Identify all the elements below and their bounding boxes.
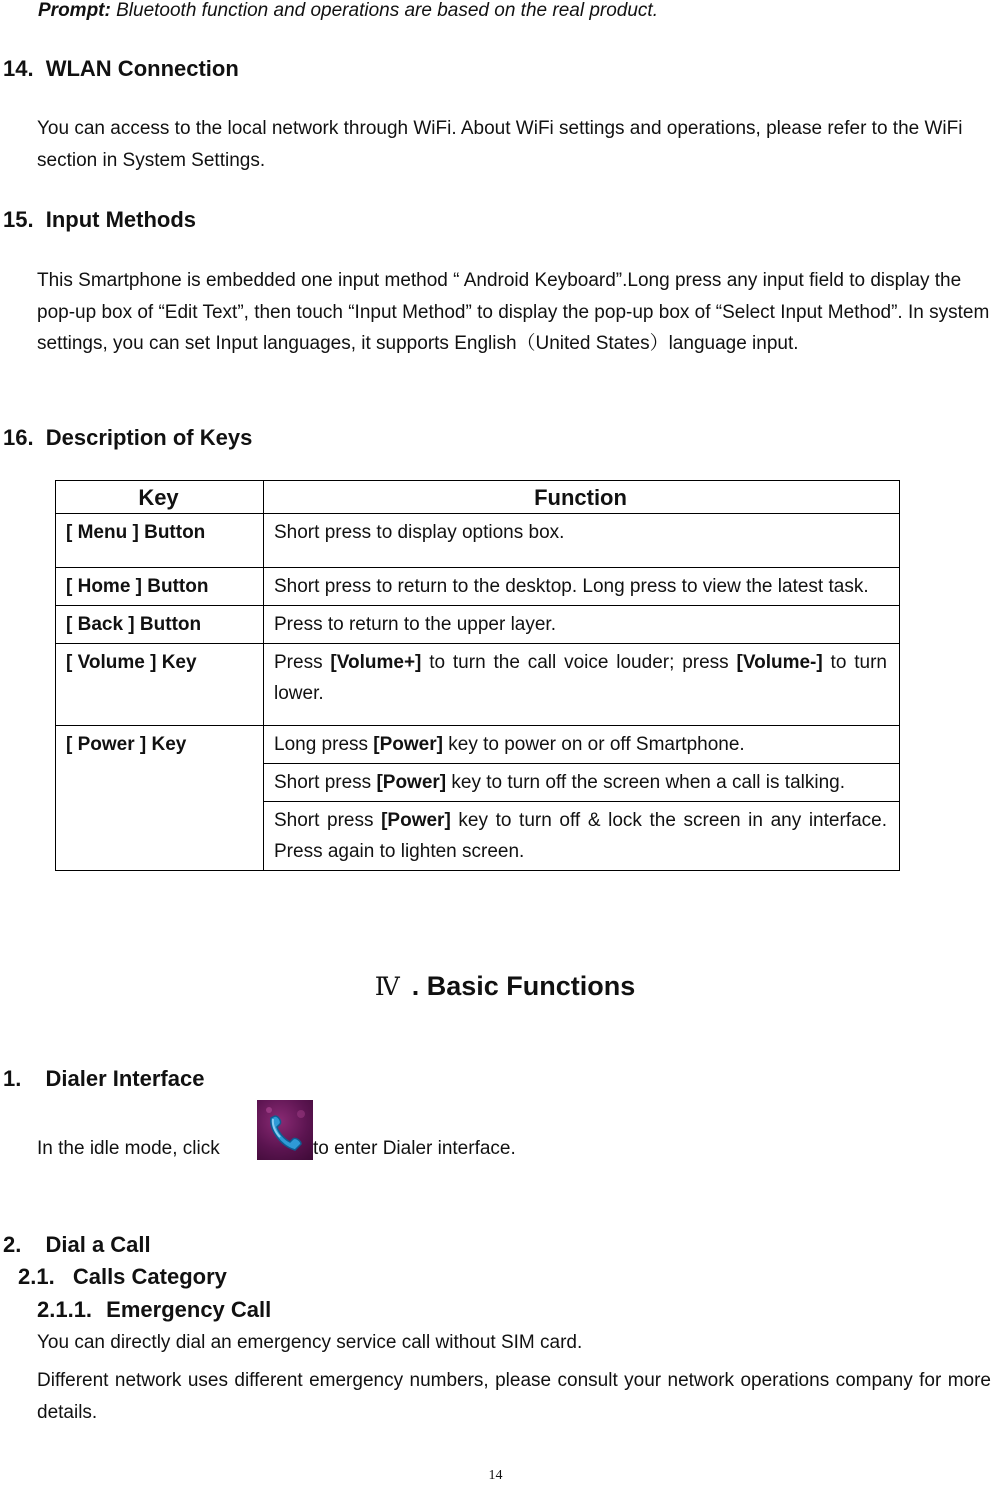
table-row bbox=[56, 606, 900, 644]
prompt-text: Bluetooth function and operations are based on the real product. bbox=[110, 0, 658, 21]
keys-table bbox=[55, 480, 900, 871]
key-cell: [ Menu ] Button bbox=[56, 514, 264, 568]
subsubsection-number: 2.1.1. bbox=[37, 1297, 93, 1322]
subsubsection-title: Emergency Call bbox=[106, 1297, 272, 1322]
input-paragraph: This Smartphone is embedded one input method “ Android Keyboard”.Long press any input field to display the pop-up box of “Edit Text”, then touch “Input Method” to display the pop-up box of “Select Input Method”. In system settings, you can set Input languages, it supports English（United States）language input. bbox=[37, 270, 990, 354]
subsection-title: Calls Category bbox=[72, 1264, 227, 1289]
section-heading-dial-call bbox=[3, 1232, 151, 1258]
section-heading-input bbox=[3, 207, 196, 233]
subsection-number: 2.1. bbox=[18, 1264, 55, 1289]
section-heading-dialer bbox=[3, 1066, 204, 1092]
page-number: 14 bbox=[488, 1468, 503, 1483]
function-text: to turn lower. bbox=[274, 652, 887, 704]
section-number: 2. bbox=[3, 1232, 22, 1257]
table-header-key: Key bbox=[56, 481, 264, 514]
function-key-label: [Volume+] bbox=[330, 652, 422, 673]
function-cell bbox=[264, 726, 900, 764]
chapter-roman-numeral: Ⅳ bbox=[374, 972, 400, 1001]
emergency-paragraph-2: Different network uses different emergency numbers, please consult your network operations company for more details. bbox=[37, 1370, 991, 1423]
subsection-heading-calls-category bbox=[18, 1264, 227, 1290]
prompt-label: Prompt: bbox=[38, 0, 111, 21]
subsubsection-heading-emergency bbox=[37, 1297, 271, 1323]
function-key-label: [Power] bbox=[373, 734, 443, 755]
key-cell: [ Power ] Key bbox=[56, 726, 264, 871]
emergency-paragraph-1: You can directly dial an emergency service call without SIM card. bbox=[37, 1332, 583, 1353]
table-row bbox=[56, 644, 900, 726]
section-title: Dial a Call bbox=[45, 1232, 151, 1257]
function-cell: Press to return to the upper layer. bbox=[264, 606, 900, 644]
function-text: key to turn off & lock the screen in any interface. Press again to lighten screen. bbox=[274, 810, 887, 862]
function-cell bbox=[264, 644, 900, 726]
section-title: WLAN Connection bbox=[45, 56, 239, 81]
function-text: key to turn off the screen when a call is talking. bbox=[446, 772, 845, 793]
function-text: Press bbox=[274, 652, 331, 673]
key-cell: [ Back ] Button bbox=[56, 606, 264, 644]
phone-app-icon[interactable] bbox=[257, 1100, 313, 1160]
function-cell bbox=[264, 764, 900, 802]
function-key-label: [Power] bbox=[376, 772, 447, 793]
function-text: Short press bbox=[274, 772, 377, 793]
dialer-text-before: In the idle mode, click bbox=[37, 1138, 220, 1159]
wlan-paragraph: You can access to the local network through WiFi. About WiFi settings and operations, please refer to the WiFi section in System Settings. bbox=[37, 118, 963, 171]
section-heading-keys bbox=[3, 425, 252, 451]
table-row bbox=[56, 568, 900, 606]
function-text: Short press bbox=[274, 810, 382, 831]
table-header-row bbox=[56, 481, 900, 514]
function-text: to turn the call voice louder; press bbox=[421, 652, 737, 673]
table-row bbox=[56, 514, 900, 568]
dialer-text-after: to enter Dialer interface. bbox=[313, 1138, 516, 1159]
section-number: 14. bbox=[3, 56, 34, 81]
function-cell: Short press to display options box. bbox=[264, 514, 900, 568]
function-key-label: [Power] bbox=[381, 810, 451, 831]
section-title: Description of Keys bbox=[45, 425, 253, 450]
chapter-heading bbox=[0, 971, 991, 1002]
key-cell: [ Home ] Button bbox=[56, 568, 264, 606]
prompt-note bbox=[38, 0, 658, 22]
table-header-function: Function bbox=[264, 481, 900, 514]
function-key-label: [Volume-] bbox=[736, 652, 823, 673]
function-cell bbox=[264, 802, 900, 871]
section-number: 16. bbox=[3, 425, 34, 450]
table-row bbox=[56, 726, 900, 764]
function-text: key to power on or off Smartphone. bbox=[442, 734, 745, 755]
chapter-title: . Basic Functions bbox=[411, 971, 636, 1001]
section-number: 15. bbox=[3, 207, 34, 232]
section-number: 1. bbox=[3, 1066, 22, 1091]
section-title: Dialer Interface bbox=[45, 1066, 205, 1091]
phone-handset-icon bbox=[257, 1100, 313, 1160]
section-title: Input Methods bbox=[45, 207, 197, 232]
function-text: Long press bbox=[274, 734, 374, 755]
section-heading-wlan bbox=[3, 56, 239, 82]
key-cell: [ Volume ] Key bbox=[56, 644, 264, 726]
function-cell: Short press to return to the desktop. Long press to view the latest task. bbox=[264, 568, 900, 606]
